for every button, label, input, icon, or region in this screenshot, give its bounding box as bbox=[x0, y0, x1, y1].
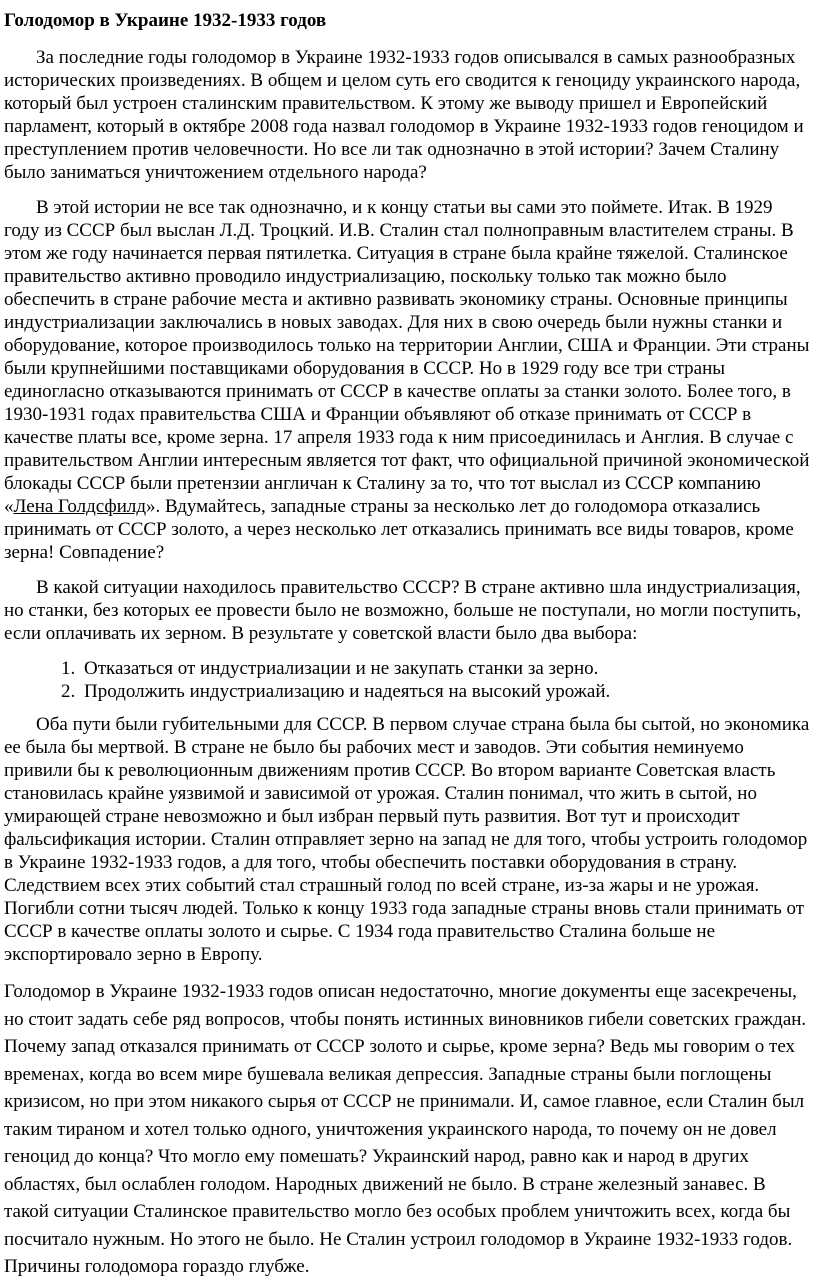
paragraph-2-text-before-link: В этой истории не все так однозначно, и к концу статьи вы сами это поймете. Итак. В 1929 году из СССР был выслан Л.Д. Троцкий. И.В. Сталин стал полноправным властителем страны. В этом же году начинается первая пятилетка. Ситуация в стране была крайне тяжелой. Сталинское правительство активно проводило индустриализацию, поскольку только так можно было обеспечить в стране рабочие места и активно развивать экономику страны. Основные принципы индустриализации заключались в новых заводах. Для них в свою очередь были нужны станки и оборудование, которое производилось только на территории Англии, США и Франции. Эти страны были крупнейшими поставщиками оборудования в СССР. Но в 1929 году все три страны единогласно отказываются принимать от СССР в качестве оплаты за станки золото. Более того, в 1930-1931 годах правительства США и Франции объявляют об отказе принимать от СССР в качестве платы все, кроме зерна. 17 апреля 1933 года к ним присоединилась и Англия. В случае с правительством Англии интересным является тот факт, что официальной причиной экономической блокады СССР были претензии англичан к Сталину за то, что тот выслал из СССР компанию « bbox=[4, 197, 810, 517]
lena-goldsfield-link[interactable]: Лена Голдсфилд bbox=[13, 496, 147, 517]
paragraph-2 bbox=[4, 196, 812, 564]
document-title: Голодомор в Украине 1932-1933 годов bbox=[4, 10, 327, 31]
list-item: 1. Отказаться от индустриализации и не закупать станки за зерно. bbox=[80, 657, 812, 680]
list-item: 2. Продолжить индустриализацию и надеяться на высокий урожай. bbox=[80, 680, 812, 703]
paragraph-1: За последние годы голодомор в Украине 1932-1933 годов описывался в самых разнообразных исторических произведениях. В общем и целом суть его сводится к геноциду украинского народа, который был устроен сталинским правительством. К этому же выводу пришел и Европейский парламент, который в октябре 2008 года назвал голодомор в Украине 1932-1933 годов геноцидом и преступлением против человечности. Но все ли так однозначно в этой истории? Зачем Сталину было заниматься уничтожением отдельного народа? bbox=[4, 47, 804, 183]
paragraph-5: Голодомор в Украине 1932-1933 годов описан недостаточно, многие документы еще засекречены, но стоит задать себе ряд вопросов, чтобы понять истинных виновников гибели советских граждан. Почему запад отказался принимать от СССР золото и сырье, кроме зерна? Ведь мы говорим о тех временах, когда во всем мире бушевала великая депрессия. Западные страны были поглощены кризисом, но при этом никакого сырья от СССР не принимали. И, самое главное, если Сталин был таким тираном и хотел только одного, уничтожения украинского народа, то почему он не довел геноцид до конца? Что могло ему помешать? Украинский народ, равно как и народ в других областях, был ослаблен голодом. Народных движений не было. В стране железный занавес. В такой ситуации Сталинское правительство могло без особых проблем уничтожить всех, когда бы посчитало нужным. Но этого не было. Не Сталин устроил голодомор в Украине 1932-1933 годов. Причины голодомора гораздо глубже. bbox=[4, 981, 807, 1277]
paragraph-3: В какой ситуации находилось правительство СССР? В стране активно шла индустриализация, но станки, без которых ее провести было не возможно, больше не поступали, но могли поступить, если оплачивать их зерном. В результате у советской власти было два выбора: bbox=[4, 577, 802, 644]
paragraph-2-text-after-link: ». Вдумайтесь, западные страны за несколько лет до голодомора отказались принимать от СССР золото, а через несколько лет отказались принимать все виды товаров, кроме зерна! Совпадение? bbox=[4, 496, 794, 563]
choices-list bbox=[4, 657, 812, 703]
paragraph-4: Оба пути были губительными для СССР. В первом случае страна была бы сытой, но экономика ее была бы мертвой. В стране не было бы рабочих мест и заводов. Эти события неминуемо привили бы к революционным движениям против СССР. Во втором варианте Советская власть становилась крайне уязвимой и зависимой от урожая. Сталин понимал, что жить в сытой, но умирающей стране невозможно и был избран первый путь развития. Вот тут и происходит фальсификация истории. Сталин отправляет зерно на запад не для того, чтобы устроить голодомор в Украине 1932-1933 годов, а для того, чтобы обеспечить поставки оборудования в страну. Следствием всех этих событий стал страшный голод по всей стране, из-за жары и не урожая. Погибли сотни тысяч людей. Только к концу 1933 года западные страны вновь стали принимать от СССР в качестве оплаты золото и сырье. С 1934 года правительство Сталина больше не экспортировало зерно в Европу. bbox=[4, 714, 810, 965]
